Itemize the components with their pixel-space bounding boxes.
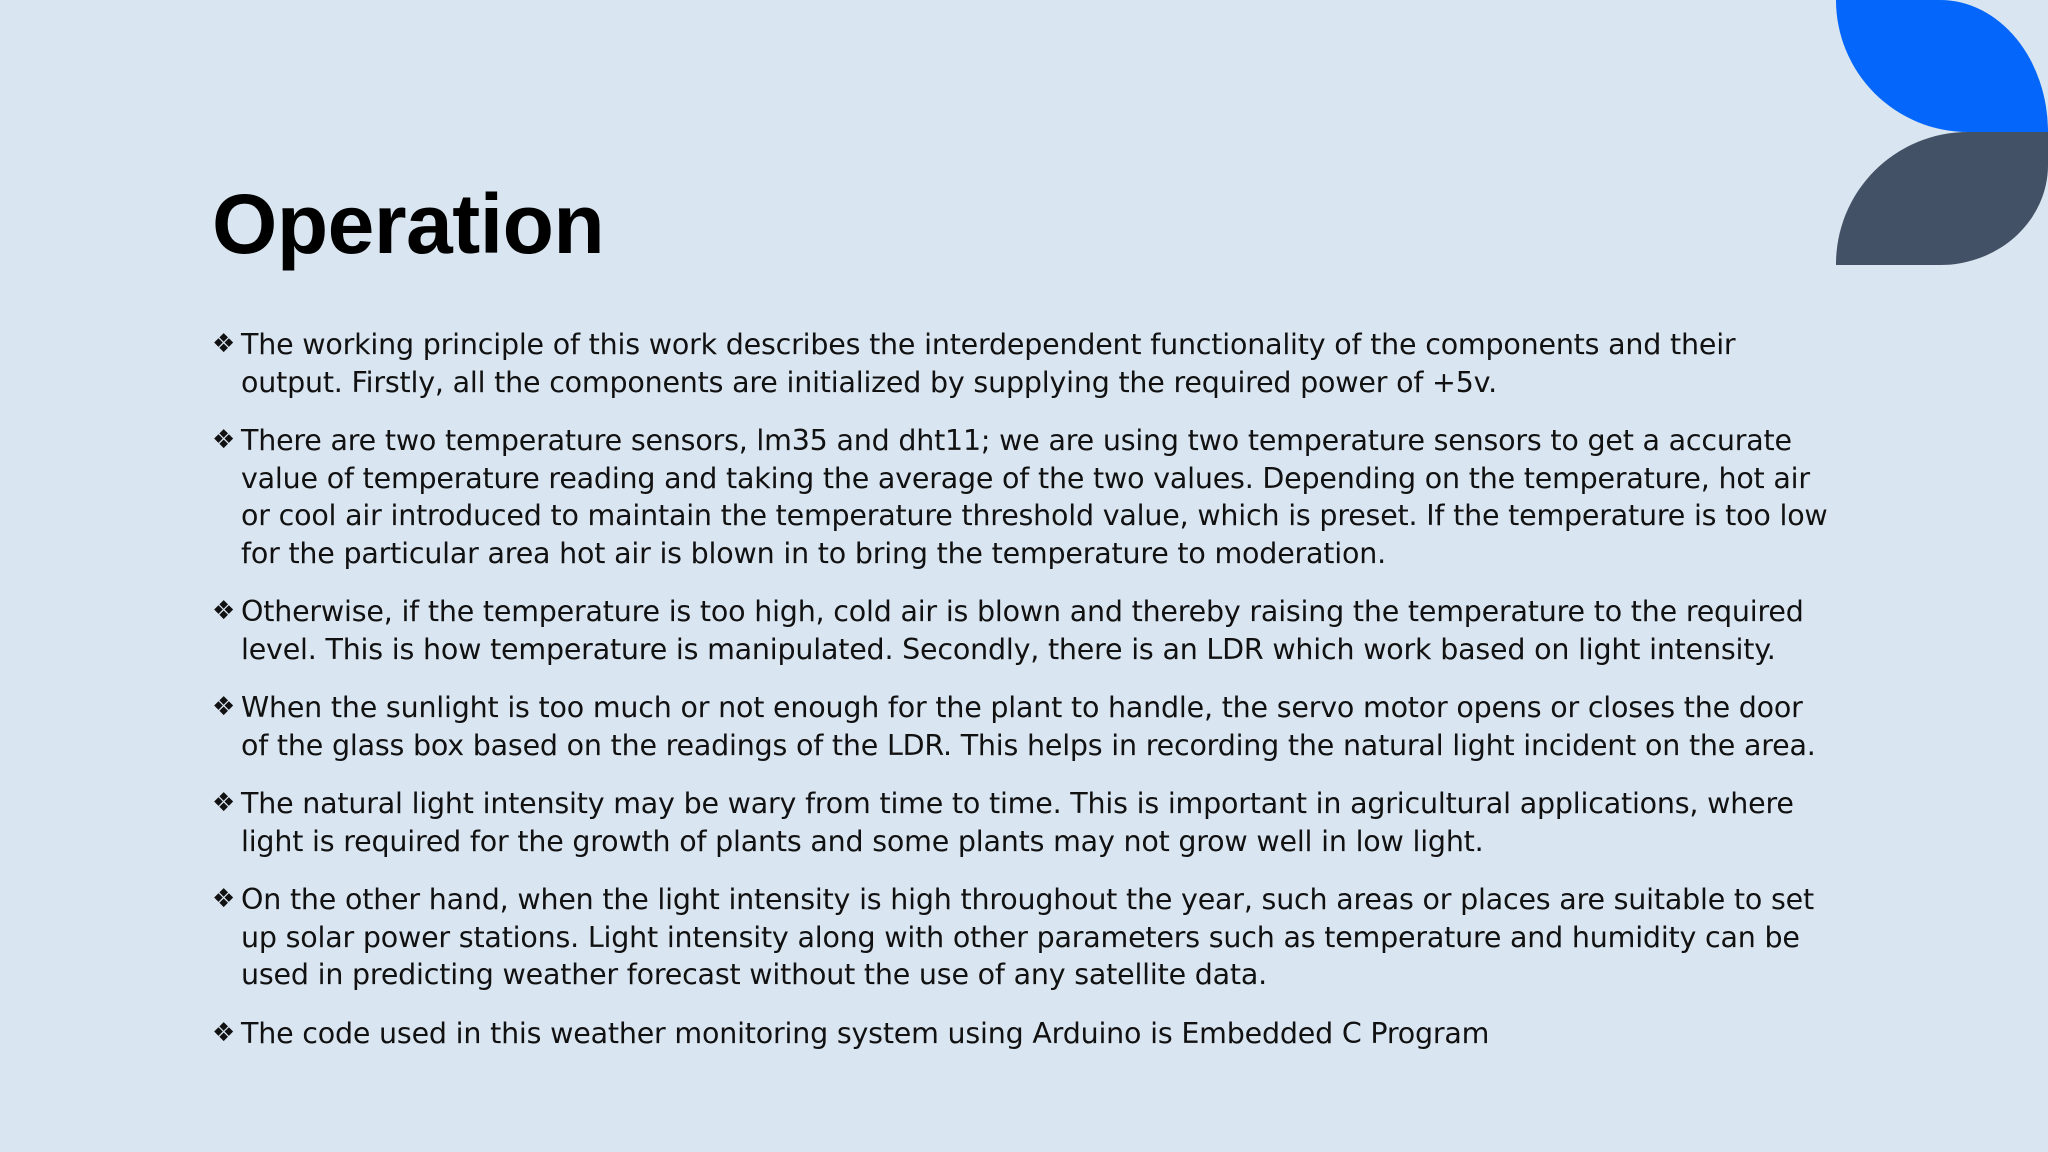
bullet-item [212, 1015, 1832, 1053]
bullet-item [212, 689, 1832, 764]
slate-leaf-shape [1836, 132, 2048, 265]
bullet-diamond-icon: ❖ [212, 788, 236, 818]
bullet-text: The working principle of this work describes the interdependent functionality of the components and their output. Firstly, all the components are initialized by supplying the required power of +5v. [241, 328, 1736, 399]
bullet-diamond-icon: ❖ [212, 1017, 236, 1048]
bullet-text: There are two temperature sensors, lm35 and dht11; we are using two temperature sensors to get a accurate value of temperature reading and taking the average of the two values. Depending on the temperature, hot air or cool air introduced to maintain the temperature threshold value, which is preset. If the temperature is too low for the particular area hot air is blown in to bring the temperature to moderation. [241, 424, 1828, 570]
slide-title: Operation [212, 177, 605, 271]
blue-leaf-shape [1836, 0, 2048, 132]
corner-decoration [1836, 0, 2048, 265]
bullet-text: When the sunlight is too much or not enough for the plant to handle, the servo motor opens or closes the door of the glass box based on the readings of the LDR. This helps in recording the natural light incident on the area. [241, 691, 1816, 762]
bullet-item [212, 881, 1832, 994]
bullet-diamond-icon: ❖ [212, 692, 236, 722]
bullet-text: The code used in this weather monitoring system using Arduino is Embedded C Program [241, 1016, 1490, 1050]
bullet-item [212, 785, 1832, 860]
bullet-item [212, 422, 1832, 572]
bullet-list [212, 326, 1832, 1073]
bullet-item [212, 326, 1832, 401]
bullet-diamond-icon: ❖ [212, 329, 236, 359]
bullet-item [212, 593, 1832, 668]
bullet-text: On the other hand, when the light intensity is high throughout the year, such areas or places are suitable to set up solar power stations. Light intensity along with other parameters such as temperature and humidity can be used in predicting weather forecast without the use of any satellite data. [241, 883, 1814, 991]
bullet-diamond-icon: ❖ [212, 596, 236, 626]
bullet-diamond-icon: ❖ [212, 425, 236, 455]
bullet-diamond-icon: ❖ [212, 884, 236, 914]
bullet-text: The natural light intensity may be wary from time to time. This is important in agricultural applications, where light is required for the growth of plants and some plants may not grow well in low light. [241, 787, 1794, 858]
bullet-text: Otherwise, if the temperature is too high, cold air is blown and thereby raising the temperature to the required level. This is how temperature is manipulated. Secondly, there is an LDR which work based on light intensity. [241, 595, 1804, 666]
